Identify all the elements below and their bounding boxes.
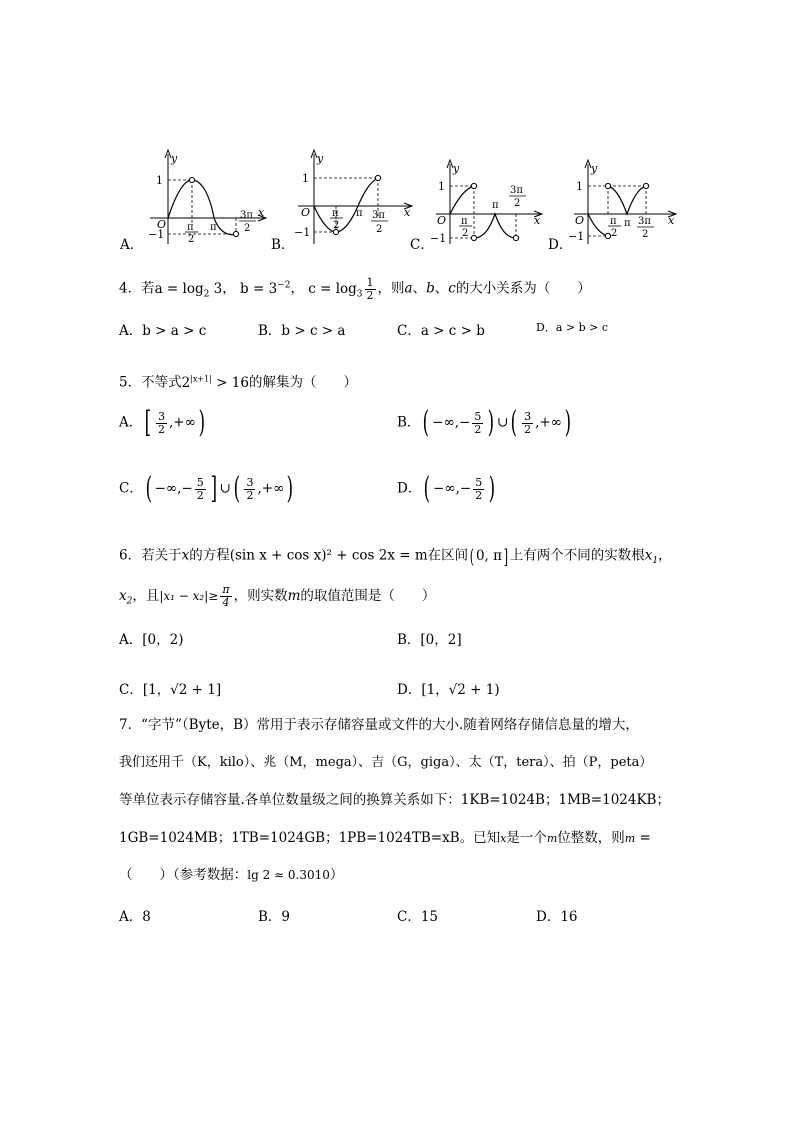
q3-b-tick-neg1: −1 bbox=[294, 226, 311, 239]
q5-stem: 5．不等式$2^{|x+1|} > 16$的解集为（ ） bbox=[119, 374, 357, 391]
q4-b-expr: $b = 3^{-2}$ bbox=[240, 280, 291, 297]
q3-c-tick-neg1: −1 bbox=[430, 232, 447, 245]
q3-d-tick-3pi-half-den: 2 bbox=[642, 229, 649, 240]
q7-option-d: D．16 bbox=[536, 909, 578, 925]
q6-equation: (sin x + cos x)² + cos 2x = m bbox=[229, 547, 428, 564]
q3-option-c-letter: C． bbox=[410, 237, 434, 253]
q3-graph-d bbox=[566, 156, 686, 250]
q7-line-5: （ ）（参考数据：lg 2 ≈ 0.3010） bbox=[119, 867, 344, 883]
q3-d-tick-neg1: −1 bbox=[568, 230, 585, 243]
q3-a-tick-neg1: −1 bbox=[148, 228, 165, 241]
q3-a-y-label: y bbox=[171, 152, 178, 165]
q3-b-tick-1: 1 bbox=[302, 172, 309, 185]
q4-stem: 4．若$a = \log_2 3$， $b = 3^{-2}$， $c = \log_3$ $\frac{1}{2}$ ，则a、b、c的大小关系为（ ） bbox=[119, 275, 591, 302]
q6-stem-line-1: 6．若关于x的方程(sin x + cos x)² + cos 2x = m在区间( 0, π] 上有两个不同的实数根$x_1$， bbox=[119, 544, 672, 568]
q3-b-tick-3pi-half-num: 3π bbox=[372, 210, 385, 221]
q4-suffix: 的大小关系为（ ） bbox=[455, 280, 591, 297]
q4-option-d: D．a > b > c bbox=[536, 321, 608, 334]
q5-option-b: B．( −∞,− $\frac{5}{2}$ ) ∪( $\frac{3}{2}$ ,+∞) bbox=[397, 405, 572, 440]
q3-option-a-letter: A． bbox=[120, 237, 144, 253]
q4-option-a: A．b > a > c bbox=[119, 323, 207, 339]
q3-option-d-letter: D． bbox=[548, 237, 573, 253]
q3-c-tick-pi-half-num: π bbox=[461, 216, 468, 227]
q3-b-y-label: y bbox=[317, 152, 324, 165]
q3-a-x-label: x bbox=[258, 206, 265, 219]
q4-a-expr: $a = \log_2 3$ bbox=[154, 280, 223, 300]
q3-b-tick-pi: π bbox=[356, 208, 363, 219]
q4-c-expr: $c = \log_3$ $\frac{1}{2}$ bbox=[308, 275, 374, 302]
q3-c-tick-1: 1 bbox=[438, 180, 445, 193]
q3-c-tick-pi: π bbox=[492, 200, 499, 211]
q3-c-tick-pi-half-den: 2 bbox=[462, 228, 469, 239]
q3-a-tick-3pi-half-den: 2 bbox=[244, 223, 251, 234]
q6-option-b: B．[0，2] bbox=[397, 632, 462, 648]
q3-b-origin: O bbox=[301, 206, 311, 219]
q6-option-d: D．[1，√2 + 1) bbox=[397, 682, 500, 698]
q3-c-y-label: y bbox=[453, 162, 460, 175]
q3-a-tick-3pi-half-num: 3π bbox=[240, 210, 253, 221]
q3-c-x-label: x bbox=[534, 214, 541, 227]
q7-option-c: C．15 bbox=[397, 909, 439, 925]
q3-d-origin: O bbox=[575, 214, 585, 227]
q3-d-tick-3pi-half-num: 3π bbox=[638, 216, 651, 227]
q3-d-tick-pi: π bbox=[624, 218, 631, 229]
q7-line-1: 7．“字节”（Byte，B）常用于表示存储容量或文件的大小.随着网络存储信息量的增大， bbox=[119, 717, 639, 733]
q3-c-tick-3pi-half-den: 2 bbox=[514, 198, 521, 209]
q3-c-tick-3pi-half-num: 3π bbox=[510, 185, 523, 196]
q5-inequality: $2^{|x+1|} > 16$ bbox=[181, 374, 249, 391]
q3-a-tick-pi-half-num: π bbox=[187, 222, 194, 233]
q7-option-a: A．8 bbox=[119, 909, 151, 925]
q4-option-c: C．a > c > b bbox=[397, 323, 485, 339]
q7-option-b: B．9 bbox=[258, 909, 291, 925]
q7-line-2: 我们还用千（K，kilo）、兆（M，mega）、吉（G，giga）、太（T，tera）、拍（P，peta） bbox=[119, 755, 653, 770]
q3-a-tick-pi-half-den: 2 bbox=[188, 234, 195, 245]
q3-a-tick-pi: π bbox=[210, 222, 217, 233]
q3-option-b-letter: B． bbox=[271, 237, 295, 253]
q7-line-3: 等单位表示存储容量.各单位数量级之间的换算关系如下：1KB=1024B；1MB=1024KB； bbox=[119, 792, 670, 808]
q6-stem-line-2: $x_2$，且|x₁ − x₂|≥ $\frac{\pi}{4}$ ，则实数m的取值范围是（ ） bbox=[119, 583, 436, 609]
q6-interval: ( 0, π] bbox=[469, 544, 509, 568]
q4-option-b: B．b > c > a bbox=[258, 323, 346, 339]
q5-option-a: A．[ $\frac{3}{2}$ ,+∞) bbox=[119, 405, 205, 440]
q7-reference-data: lg 2 ≈ 0.3010 bbox=[247, 868, 330, 882]
q3-b-x-label: x bbox=[404, 206, 411, 219]
q3-graph-c bbox=[428, 156, 548, 250]
q3-graph-a bbox=[140, 146, 270, 250]
q3-d-tick-pi-half-den: 2 bbox=[611, 228, 618, 239]
q5-option-c: C．( −∞,− $\frac{5}{2}$ ] ∪( $\frac{3}{2}$ ,+∞) bbox=[119, 471, 294, 506]
q3-d-tick-pi-half-num: π bbox=[610, 216, 617, 227]
q3-b-tick-pi-half-den: 2 bbox=[333, 220, 340, 231]
q3-d-x-label: x bbox=[668, 214, 675, 227]
q6-option-c: C．[1，√2 + 1] bbox=[119, 682, 222, 698]
q3-b-tick-pi-half-num: π bbox=[332, 208, 339, 219]
q4-prefix: 4．若 bbox=[119, 280, 155, 297]
q3-graph-b bbox=[290, 146, 420, 250]
q5-option-d: D．( −∞,− $\frac{5}{2}$ ) bbox=[397, 471, 496, 506]
q3-c-origin: O bbox=[437, 214, 447, 227]
q3-a-origin: O bbox=[157, 218, 167, 231]
q7-line-4: 1GB=1024MB；1TB=1024GB；1PB=1024TB=xB。已知x是一个m位整数，则m = bbox=[119, 830, 651, 846]
q6-option-a: A．[0，2) bbox=[119, 632, 184, 648]
q3-a-tick-1: 1 bbox=[156, 174, 163, 187]
q3-d-tick-1: 1 bbox=[576, 180, 583, 193]
q3-b-tick-3pi-half-den: 2 bbox=[376, 224, 383, 235]
q3-d-y-label: y bbox=[591, 162, 598, 175]
